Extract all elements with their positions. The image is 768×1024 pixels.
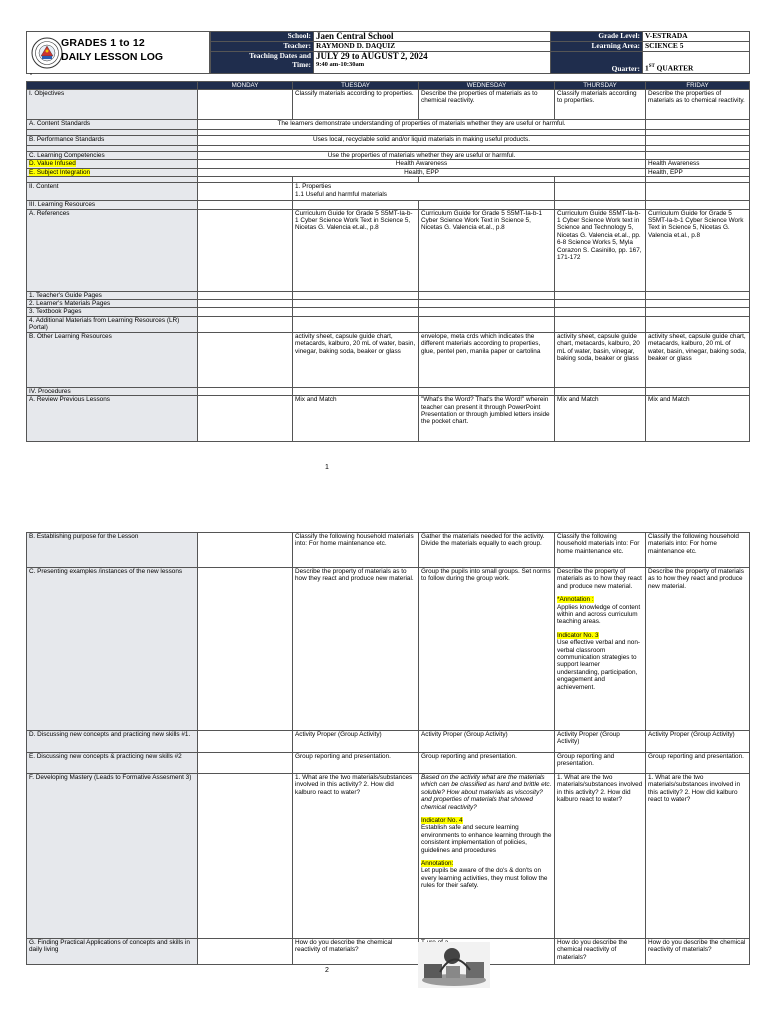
content-standards-fri [646,120,750,130]
procedures-label: IV. Procedures [27,387,198,395]
dates-label-line-2: Time: [292,59,311,69]
title-line-2: DAILY LESSON LOG [61,51,164,63]
grade-label: Grade Level: [551,32,643,42]
content-thu [555,183,646,201]
discussing-2-label: E. Discussing new concepts & practicing new skills #2 [27,753,198,774]
indicator-4-label: Indicator No. 4 [421,817,463,825]
content-line-1: 1. Properties [295,183,332,191]
row-integration [27,168,750,176]
objectives-mon [198,90,293,120]
row-textbook [27,308,750,316]
competencies-text: Use the properties of materials whether they are useful or harmful. [198,152,646,160]
page-number-2: 2 [325,967,329,974]
indicator-4-text: Establish safe and secure learning environments to enhance learning through the consistent implementation of policies, guidelines and procedures [421,824,552,854]
teachers-guide-label: 1. Teacher's Guide Pages [27,291,198,299]
mastery-mon [198,774,293,939]
review-wed: "What's the Word? That's the Word!" wherein teacher can present it through PowerPoint Presentation or through jumbled letters inside the pocket chart. [419,396,555,442]
references-wed: Curriculum Guide for Grade 5 S5MT-Ia-b-1 Cyber Science Work Text in Science 5, Nicetas G. Valencia et.al., p.8 [419,209,555,291]
page-2-lesson-table [26,532,750,965]
day-monday: MONDAY [198,82,293,90]
purpose-fri: Classify the following household materials into: For home maintenance etc. [646,533,750,568]
resources-label: III. Learning Resources [27,201,198,209]
school-value: Jaen Central School [314,32,551,42]
indicator-3-label: Indicator No. 3 [557,631,599,639]
teacher-label: Teacher: [211,42,314,52]
purpose-label: B. Establishing purpose for the Lesson [27,533,198,568]
row-objectives [27,90,750,120]
mastery-tue: 1. What are the two materials/substances involved in this activity? 2. How did kalburo react to water? [293,774,419,939]
review-tue: Mix and Match [293,396,419,442]
clipart-image [418,942,490,988]
row-practical [27,939,750,965]
page-number-1: 1 [325,464,329,471]
content-fri [646,183,750,201]
area-label: Learning Area: [551,42,643,52]
discussing-1-wed: Activity Proper (Group Activity) [419,731,555,753]
content-label: II. Content [27,183,198,201]
school-label: School: [211,32,314,42]
other-resources-tue: activity sheet, capsule guide chart, metacards, kalburo, 20 mL of water, basin, vinegar, baking soda, beaker or glass [293,332,419,387]
values-fri: Health Awareness [646,160,750,168]
row-other-resources [27,332,750,387]
days-header-row [27,82,750,90]
quarter-word: QUARTER [654,63,694,73]
values-text: Health Awareness [198,160,646,168]
dates-value [314,52,551,74]
presenting-wed: Group the pupils into small groups. Set norms to follow during the group work. [419,568,555,731]
purpose-wed: Gather the materials needed for the activity. Divide the materials equally to each group. [419,533,555,568]
performance-standards-fri [646,136,750,146]
row-resources [27,201,750,209]
objectives-fri: Describe the properties of materials as to chemical reactivity. [646,90,750,120]
performance-standards-label: B. Performance Standards [27,136,198,146]
row-procedures [27,387,750,395]
header-info-table [210,31,750,74]
objectives-label: I. Objectives [27,90,198,120]
objectives-thu: Classify materials according to properties. [555,90,646,120]
discussing-2-wed: Group reporting and presentation. [419,753,555,774]
teaching-time: 9:40 am-10:30am [316,61,365,68]
purpose-mon [198,533,293,568]
review-label: A. Review Previous Lessons [27,396,198,442]
row-content [27,183,750,201]
row-references [27,209,750,291]
annotation-2-label: Annotation: [421,860,454,868]
purpose-tue: Classify the following household materials into: For home maintenance etc. [293,533,419,568]
integration-label-text: E. Subject Integration [29,168,91,176]
annotation-text: Applies knowledge of content within and across curriculum teaching areas. [557,603,641,626]
row-values [27,160,750,168]
content-text [293,183,555,201]
dates-label [211,52,314,74]
annotation-2-text: Let pupils be aware of the do's & don'ts on every learning activities, they must follow the rules for their safety. [421,867,548,890]
discussing-1-thu: Activity Proper (Group Activity) [555,731,646,753]
presenting-fri: Describe the property of materials as to how they react and produce new material. [646,568,750,731]
presenting-mon [198,568,293,731]
values-label-text: D. Value Infused [29,160,76,168]
references-tue: Curriculum Guide for Grade 5 S5MT-Ia-b-1 Cyber Science Work Text in Science 5, Nicetas G. Valencia et.al., p.8 [293,209,419,291]
day-wednesday: WEDNESDAY [419,82,555,90]
teacher-value: RAYMOND D. DAQUIZ [314,42,551,52]
integration-label [27,168,198,176]
review-thu: Mix and Match [555,396,646,442]
other-resources-thu: activity sheet, capsule guide chart, metacards, kalburo, 20 mL of water, basin, vinegar, baking soda, beaker or glass [555,332,646,387]
content-line-2: 1.1 Useful and harmful materials [295,190,387,198]
mastery-wed-question: Based on the activity what are the materials which can be classified as hard and brittle etc. soluble? How about materials as viscosity? and properties of materials that showed chemical reactivity? [421,774,552,811]
values-label [27,160,198,168]
content-standards-label: A. Content Standards [27,120,198,130]
other-resources-fri: activity sheet, capsule guide chart, metacards, kalburo, 20 mL of water, basin, vinegar, baking soda, beaker or glass [646,332,750,387]
objectives-tue: Classify materials according to properties. [293,90,419,120]
presenting-label: C. Presenting examples /instances of the new lessons [27,568,198,731]
practical-thu: How do you describe the chemical reactivity of materials? [555,939,646,965]
purpose-thu: Classify the following household materials into: For home maintenance etc. [555,533,646,568]
row-discussing-1 [27,731,750,753]
practical-fri: How do you describe the chemical reactivity of materials? [646,939,750,965]
row-learners-materials [27,300,750,308]
quarter-label: Quarter: [551,52,643,74]
row-lr-portal [27,316,750,332]
quarter-value [643,52,750,74]
presenting-thu-text: Describe the property of materials as to how they react and produce new material. [557,568,642,590]
review-mon [198,396,293,442]
practical-mon [198,939,293,965]
page-2-table-wrap [26,532,749,965]
row-mastery [27,774,750,939]
row-competencies [27,152,750,160]
row-presenting [27,568,750,731]
discussing-1-fri: Activity Proper (Group Activity) [646,731,750,753]
learners-materials-label: 2. Learner's Materials Pages [27,300,198,308]
mastery-label: F. Developing Mastery (Leads to Formative Assesment 3) [27,774,198,939]
objectives-wed: Describe the properties of materials as to chemical reactivity. [419,90,555,120]
mastery-thu: 1. What are the two materials/substances involved in this activity? 2. How did kalburo react to water? [555,774,646,939]
references-thu: Curriculum Guide S5MT-Ia-b-1 Cyber Science Work text in Science and Technology 5, Nicetas G. Valencia et.al., pp. 6-8 Science Works 5, Myla Corazon S. Casinillo, pp. 167, 171-172 [555,209,646,291]
content-standards-text: The learners demonstrate understanding of properties of materials whether they are useful or harmful. [198,120,646,130]
references-mon [198,209,293,291]
row-performance-standards [27,136,750,146]
discussing-1-tue: Activity Proper (Group Activity) [293,731,419,753]
teaching-dates: JULY 29 to AUGUST 2, 2024 [316,51,428,61]
stray-quote-mark: " [30,74,33,80]
discussing-2-mon [198,753,293,774]
discussing-2-fri: Group reporting and presentation. [646,753,750,774]
integration-fri: Health, EPP [646,168,750,176]
annotation-label: *Annotation : [557,596,594,604]
page-1-table-wrap [26,81,749,442]
references-label: A. References [27,209,198,291]
references-fri: Curriculum Guide for Grade 5 S5MT-Ia-b-1 Cyber Science Work Text in Science 5, Nicetas G. Valencia et.al., p.8 [646,209,750,291]
textbook-label: 3. Textbook Pages [27,308,198,316]
row-purpose [27,533,750,568]
content-mon [198,183,293,201]
title-line-1: GRADES 1 to 12 [61,37,145,49]
indicator-3-text: Use effective verbal and non-verbal classroom communication strategies to support learner understanding, participation, engagement and achievement. [557,639,641,691]
row-review [27,396,750,442]
other-resources-wed: envelope, meta crds which indicates the different materials according to properties, glue, pentel pen, manila paper or cartolina [419,332,555,387]
discussing-1-mon [198,731,293,753]
deped-seal-icon [30,36,64,70]
other-resources-mon [198,332,293,387]
days-header-blank [27,82,198,90]
quarter-number: 1 [645,63,649,73]
competencies-label: C. Learning Competencies [27,152,198,160]
lesson-log-header [26,31,749,75]
day-friday: FRIDAY [646,82,750,90]
row-content-standards [27,120,750,130]
day-tuesday: TUESDAY [293,82,419,90]
performance-standards-text: Uses local, recyclable solid and/or liquid materials in making useful products. [198,136,646,146]
practical-tue: How do you describe the chemical reactivity of materials? [293,939,419,965]
practical-label: G. Finding Practical Applications of concepts and skills in daily living [27,939,198,965]
other-resources-label: B. Other Learning Resources [27,332,198,387]
mastery-wed [419,774,555,939]
header-logo-box [26,31,210,74]
lr-portal-label: 4. Additional Materials from Learning Resources (LR) Portal) [27,316,198,332]
day-thursday: THURSDAY [555,82,646,90]
dates-label-line-1: Teaching Dates and [249,51,311,60]
row-discussing-2 [27,753,750,774]
grade-value: V-ESTRADA [643,32,750,42]
discussing-2-thu: Group reporting and presentation. [555,753,646,774]
mastery-fri: 1. What are the two materials/substances involved in this activity? 2. How did kalburo react to water? [646,774,750,939]
quarter-suffix: ST [648,64,655,70]
row-teachers-guide [27,291,750,299]
discussing-1-label: D. Discussing new concepts and practicing new skills #1. [27,731,198,753]
area-value: SCIENCE 5 [643,42,750,52]
discussing-2-tue: Group reporting and presentation. [293,753,419,774]
review-fri: Mix and Match [646,396,750,442]
competencies-fri [646,152,750,160]
integration-text: Health, EPP [198,168,646,176]
presenting-tue: Describe the property of materials as to how they react and produce new material. [293,568,419,731]
presenting-thu [555,568,646,731]
page-1-lesson-table [26,81,750,442]
